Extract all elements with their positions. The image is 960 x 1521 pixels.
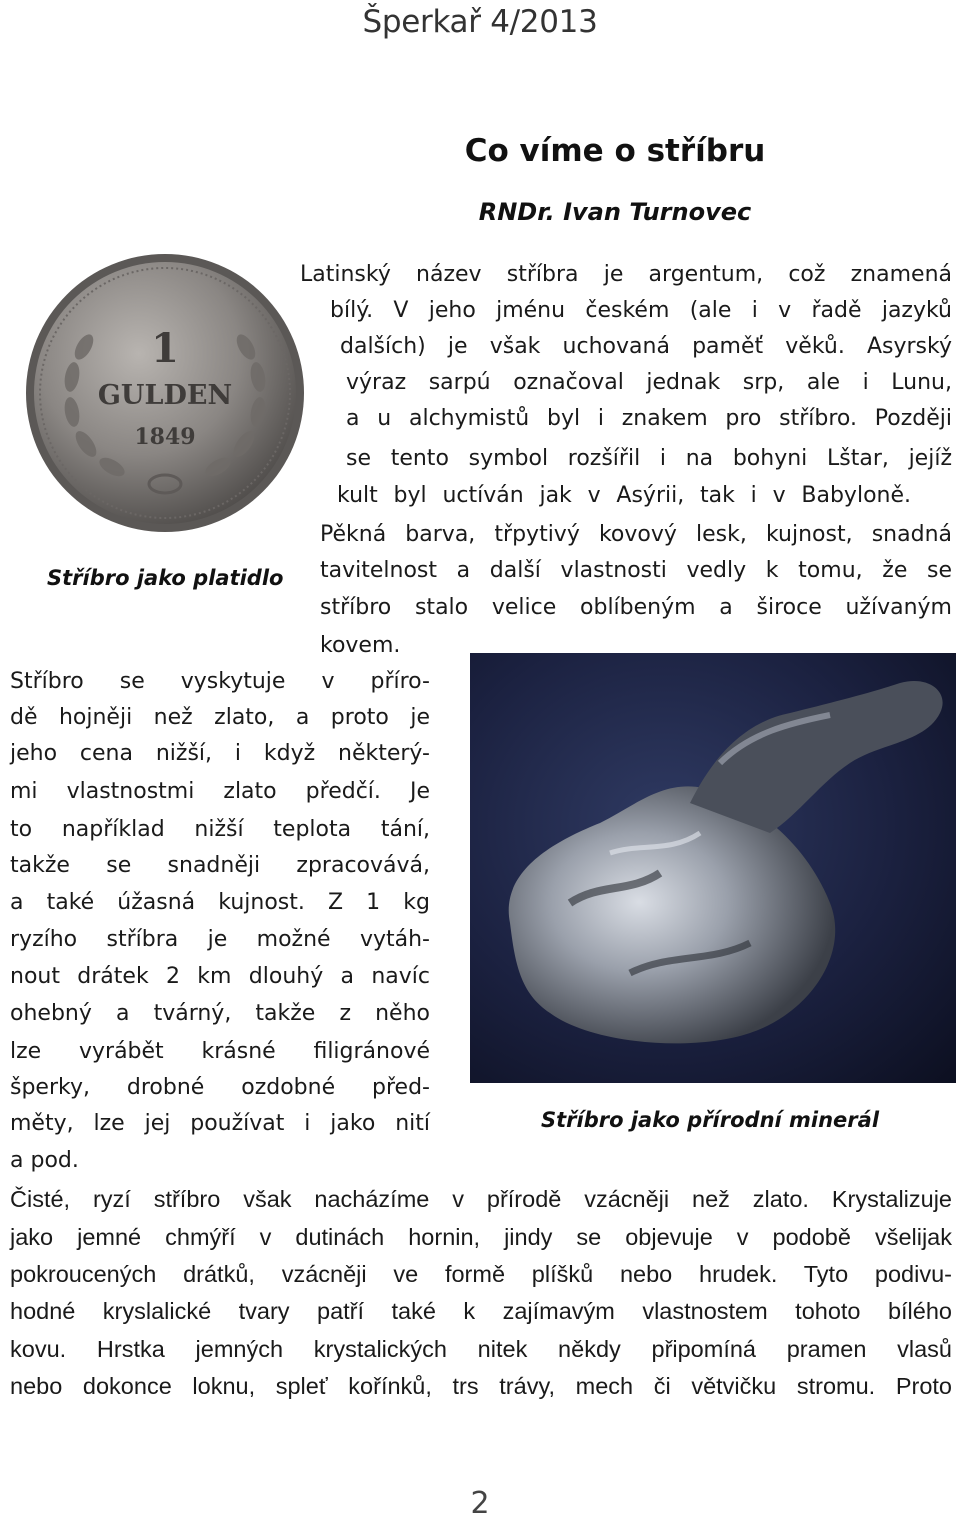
silver-coin-image bbox=[24, 252, 306, 534]
text-line: a u alchymistů byl i znakem pro stříbro. Později bbox=[346, 406, 952, 431]
text-line: kovem. bbox=[320, 633, 401, 658]
coin-inscription-value: 1 bbox=[151, 325, 179, 372]
coin-inscription-year: 1849 bbox=[134, 424, 196, 450]
text-line: hodné kryslalické tvary patří také k zajímavým vlastnostem tohoto bílého bbox=[10, 1298, 952, 1324]
text-line: ryzího stříbra je možné vytáh- bbox=[10, 927, 430, 952]
text-line: tavitelnost a další vlastnosti vedly k tomu, že se bbox=[320, 558, 952, 583]
text-line: a pod. bbox=[10, 1148, 79, 1173]
text-line: a také úžasná kujnost. Z 1 kg bbox=[10, 890, 430, 915]
text-line: Pěkná barva, třpytivý kovový lesk, kujnost, snadná bbox=[320, 522, 952, 547]
mineral-caption: Stříbro jako přírodní minerál bbox=[541, 1108, 880, 1132]
article-title: Co víme o stříbru bbox=[464, 133, 766, 169]
page-number: 2 bbox=[470, 1486, 490, 1521]
text-line: bílý. V jeho jménu českém (ale i v řadě jazyků bbox=[330, 298, 952, 323]
text-line: se tento symbol rozšířil i na bohyni Lštar, jejíž bbox=[346, 446, 952, 471]
article-author: RNDr. Ivan Turnovec bbox=[478, 198, 752, 226]
text-line: mi vlastnostmi zlato předčí. Je bbox=[10, 779, 430, 804]
text-line: kult byl uctíván jak v Asýrii, tak i v Babyloně. bbox=[337, 483, 911, 508]
text-line: lze vyrábět krásné filigránové bbox=[10, 1039, 430, 1064]
text-line: to například nižší teplota tání, bbox=[10, 817, 430, 842]
coin-caption: Stříbro jako platidlo bbox=[47, 566, 284, 590]
text-line: dalších) je však uchovaná paměť věků. Asyrský bbox=[340, 334, 952, 359]
text-line: měty, lze jej používat i jako nití bbox=[10, 1111, 430, 1136]
text-line: Stříbro se vyskytuje v příro- bbox=[10, 669, 430, 694]
text-line: dě hojněji než zlato, a proto je bbox=[10, 705, 430, 730]
text-line: takže se snadněji zpracovává, bbox=[10, 853, 430, 878]
text-line: pokroucených drátků, vzácněji ve formě plíšků nebo hrudek. Tyto podivu- bbox=[10, 1261, 952, 1287]
text-line: jeho cena nižší, i když některý- bbox=[10, 741, 430, 766]
text-line: kovu. Hrstka jemných krystalických nitek někdy připomíná pramen vlasů bbox=[10, 1336, 952, 1362]
text-line: nebo dokonce loknu, spleť kořínků, trs trávy, mech či větvičku stromu. Proto bbox=[10, 1373, 952, 1399]
text-line: Latinský název stříbra je argentum, což znamená bbox=[300, 262, 952, 287]
text-line: nout drátek 2 km dlouhý a navíc bbox=[10, 964, 430, 989]
silver-mineral-image bbox=[470, 653, 956, 1083]
text-line: ohebný a tvárný, takže z něho bbox=[10, 1001, 430, 1026]
coin-inscription-unit: GULDEN bbox=[97, 380, 233, 411]
journal-header: Šperkař 4/2013 bbox=[362, 4, 598, 40]
text-line: stříbro stalo velice oblíbeným a široce užívaným bbox=[320, 595, 952, 620]
text-line: jako jemné chmýří v dutinách hornin, jindy se objevuje v podobě všelijak bbox=[10, 1224, 952, 1250]
text-line: Čisté, ryzí stříbro však nacházíme v přírodě vzácněji než zlato. Krystalizuje bbox=[10, 1186, 952, 1212]
text-line: výraz sarpú označoval jednak srp, ale i Lunu, bbox=[346, 370, 952, 395]
text-line: šperky, drobné ozdobné před- bbox=[10, 1075, 430, 1100]
